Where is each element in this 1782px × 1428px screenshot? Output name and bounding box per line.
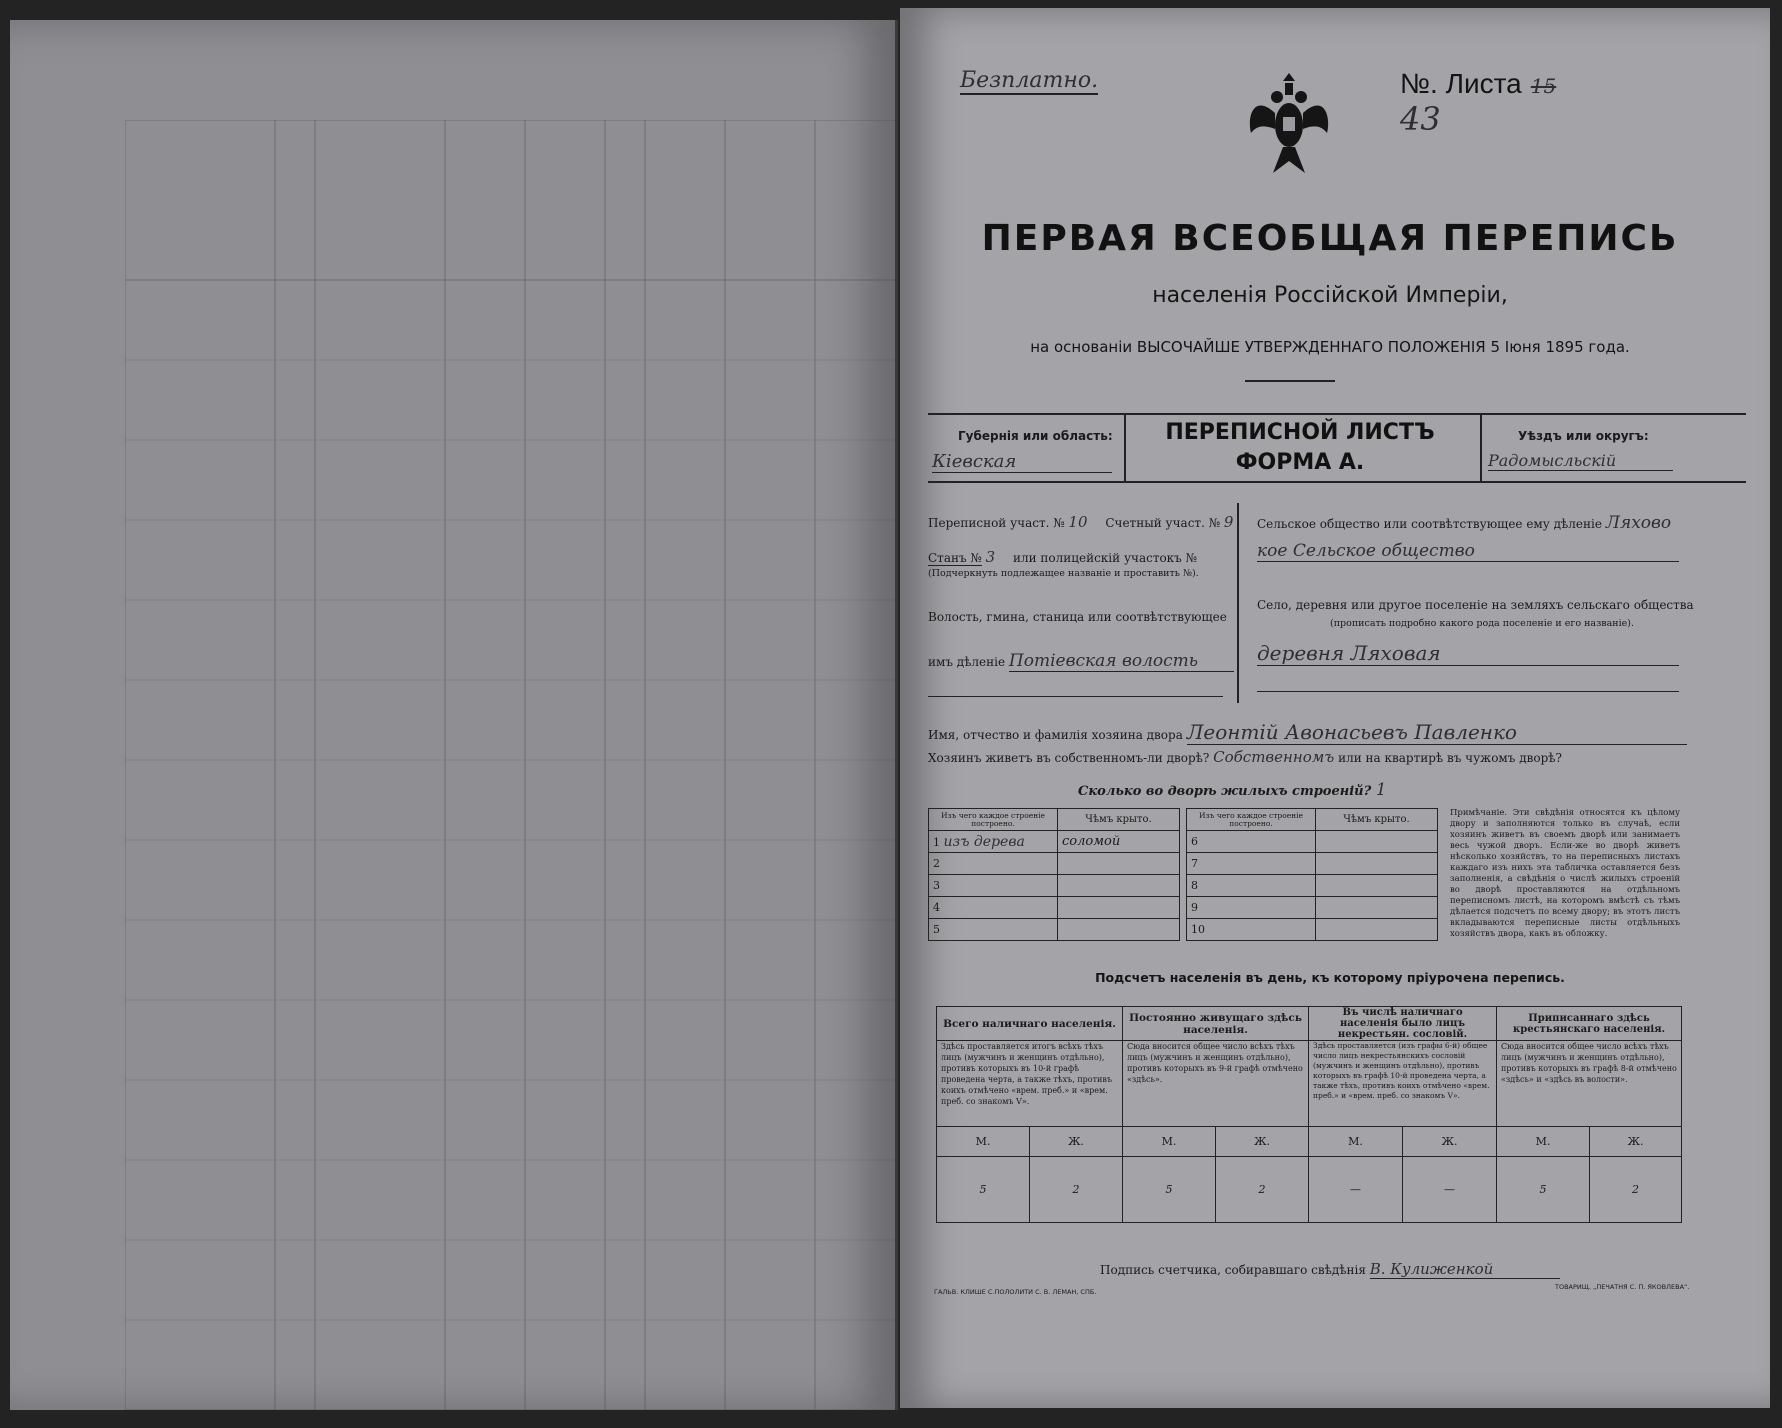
footer-right: ТОВАРИЩ. „ПЕЧАТНЯ С. П. ЯКОВЛЕВА“. [1555, 1283, 1690, 1291]
population-col-desc: Сюда вносится общее число всѣхъ тѣхъ лицъ (мужчинъ и женщинъ отдѣльно), противъ которыхъ въ 9-й графѣ отмѣчено «здѣсь». [1123, 1041, 1309, 1127]
total-female-value: 2 [1030, 1157, 1123, 1223]
census-basis: на основаніи ВЫСОЧАЙШЕ УТВЕРЖДЕННАГО ПОЛОЖЕНІЯ 5 Іюня 1895 года. [1030, 338, 1630, 356]
table-row [1187, 831, 1438, 853]
registered-female-value: 2 [1590, 1157, 1682, 1223]
material-value: изъ дерева [943, 833, 1025, 850]
footer-left: ГАЛЬВ. КЛИШЕ С.ПОЛОЛИТИ С. В. ЛЕМАН, СПБ. [934, 1288, 1097, 1296]
non-peasant-male-value: — [1309, 1157, 1403, 1223]
province-box [928, 413, 1126, 481]
population-col-head: Всего наличнаго населенія. [937, 1007, 1123, 1041]
male-label: М. [1309, 1127, 1403, 1157]
buildings-note: Примѣчаніе. Эти свѣдѣнія относятся къ цѣлому двору и заполняются только въ случаѣ, если хозяинъ живетъ въ своемъ дворѣ или занимаетъ весь чужой дворъ. Если-же во дворѣ живетъ нѣсколько хозяйствъ, то на переписныхъ листахъ каждаго изъ нихъ эта табличка оставляется безъ заполненія, а свѣдѣнія о числѣ жилыхъ строеній во дворѣ проставляются на отдѣльномъ переписномъ листѣ, на которомъ вмѣстѣ съ тѣмъ дѣлается подсчетъ по всему двору; въ этотъ листъ вкладываются переписные листы отдѣльныхъ хозяйствъ двора, какъ въ обложку. [1450, 808, 1680, 939]
left-page [10, 20, 898, 1410]
society-row [1257, 513, 1671, 533]
buildings-col-material: Изъ чего каждое строеніе построено. [929, 809, 1058, 831]
district-label: Уѣздъ или округъ: [1518, 429, 1649, 443]
total-male-value: 5 [937, 1157, 1030, 1223]
census-form-page [900, 8, 1770, 1408]
table-row [929, 897, 1180, 919]
residence-value: Собственномъ [1213, 748, 1335, 766]
district-box [1480, 413, 1682, 481]
stan-value: 3 [985, 548, 996, 566]
signature-value: В. Кулиженкой [1370, 1260, 1560, 1279]
details-column-divider [1237, 503, 1239, 703]
roof-value: соломой [1058, 831, 1180, 853]
village-value: деревня Ляховая [1257, 641, 1679, 666]
sheet-number-label: №. Листа [1400, 68, 1522, 99]
volost-label-2: имъ дѣленіе [928, 655, 1006, 669]
table-row [929, 919, 1180, 941]
village-note: (прописать подробно какого рода поселеніе и его названіе). [1330, 618, 1634, 629]
census-title: ПЕРВАЯ ВСЕОБЩАЯ ПЕРЕПИСЬ [981, 218, 1679, 259]
owner-label: Имя, отчество и фамилія хозяина двора [928, 728, 1183, 742]
buildings-col-material: Изъ чего каждое строеніе построено. [1187, 809, 1316, 831]
underline-note: (Подчеркнуть подлежащее названіе и проставить №). [928, 568, 1199, 579]
volost-rule [928, 696, 1223, 697]
count-section-value: 9 [1223, 513, 1234, 531]
volost-value: Потіевская волость [1009, 651, 1234, 672]
female-label: Ж. [1030, 1127, 1123, 1157]
buildings-table-head [1187, 809, 1438, 831]
buildings-row [1078, 780, 1387, 800]
sheet-title: ПЕРЕПИСНОЙ ЛИСТЪ [1165, 420, 1435, 445]
row-number: 5 [929, 919, 1058, 941]
male-label: М. [937, 1127, 1030, 1157]
signature-label: Подпись счетчика, собиравшаго свѣдѣнія [1100, 1263, 1366, 1277]
village-rule [1257, 691, 1679, 692]
faded-grid [125, 120, 905, 1410]
residence-label-2: или на квартирѣ въ чужомъ дворѣ? [1338, 751, 1562, 765]
population-col-head: Постоянно живущаго здѣсь населенія. [1123, 1007, 1309, 1041]
ornament-divider [1245, 380, 1335, 382]
society-value-2: кое Сельское общество [1257, 541, 1679, 562]
permanent-female-value: 2 [1216, 1157, 1309, 1223]
free-label: Безплатно. [960, 68, 1099, 93]
buildings-label: Сколько во дворѣ жилыхъ строеній? [1078, 784, 1372, 799]
male-label: М. [1123, 1127, 1216, 1157]
buildings-value: 1 [1375, 780, 1387, 800]
residence-label-1: Хозяинъ живетъ въ собственномъ-ли дворѣ? [928, 751, 1210, 765]
row-number: 1 [933, 835, 940, 849]
registered-male-value: 5 [1497, 1157, 1590, 1223]
population-desc-row [937, 1041, 1682, 1127]
row-number: 4 [929, 897, 1058, 919]
table-row [1187, 853, 1438, 875]
volost-row [928, 651, 1234, 672]
row-number: 10 [1187, 919, 1316, 941]
table-row [1187, 919, 1438, 941]
census-subtitle: населенія Россійской Имперіи, [1152, 283, 1508, 308]
owner-value: Леонтій Авонасьевъ Павленко [1187, 720, 1687, 745]
population-values-row [937, 1157, 1682, 1223]
village-label: Село, деревня или другое поселеніе на земляхъ сельскаго общества [1257, 598, 1694, 612]
sheet-number [1400, 68, 1590, 138]
owner-row [928, 720, 1687, 745]
population-col-desc: Здѣсь проставляется итогъ всѣхъ тѣхъ лицъ (мужчинъ и женщинъ отдѣльно), противъ которыхъ въ 10-й графѣ проведена черта, а также тѣхъ, противъ коихъ отмѣчено «врем. преб.» и «врем. преб. со знакомъ V». [937, 1041, 1123, 1127]
population-col-head: Въ числѣ наличнаго населенія было лицъ некрестьян. сословій. [1309, 1007, 1497, 1041]
population-title: Подсчетъ населенія въ день, къ которому пріурочена перепись. [1095, 970, 1565, 985]
population-head-row [937, 1007, 1682, 1041]
census-section-value: 10 [1068, 513, 1088, 531]
census-section-label: Переписной участ. № [928, 516, 1065, 530]
row-number: 8 [1187, 875, 1316, 897]
society-value-1: Ляхово [1605, 513, 1672, 533]
double-headed-eagle-emblem [1243, 63, 1335, 183]
province-label: Губернія или область: [958, 429, 1113, 443]
buildings-col-roof: Чѣмъ крыто. [1058, 809, 1180, 831]
non-peasant-female-value: — [1403, 1157, 1497, 1223]
population-col-desc: Здѣсь проставляется (изъ графы 6-й) общее число лицъ некрестьянскихъ сословій (мужчинъ и женщинъ отдѣльно), противъ которыхъ въ графѣ 10-й проведена черта, а также тѣхъ, противъ коихъ отмѣчено «врем. преб.» и «врем. преб. со знакомъ V». [1309, 1041, 1497, 1127]
buildings-table-right [1186, 808, 1438, 941]
table-row [1187, 897, 1438, 919]
sheet-number-value: 43 [1400, 100, 1441, 138]
province-value: Кіевская [932, 451, 1112, 473]
sheet-title-block [1130, 418, 1470, 478]
row-number: 2 [929, 853, 1058, 875]
buildings-table-left [928, 808, 1180, 941]
signature-row [1100, 1260, 1560, 1279]
permanent-male-value: 5 [1123, 1157, 1216, 1223]
stan-label: Станъ № [928, 551, 982, 565]
count-section-label: Счетный участ. № [1105, 516, 1221, 530]
population-col-head: Приписаннаго здѣсь крестьянскаго населенія. [1497, 1007, 1682, 1041]
table-row [929, 831, 1180, 853]
population-col-desc: Сюда вносится общее число всѣхъ тѣхъ лицъ (мужчинъ и женщинъ отдѣльно), противъ которыхъ въ графѣ 8-й отмѣчено «здѣсь» и «здѣсь въ волости». [1497, 1041, 1682, 1127]
buildings-table-head [929, 809, 1180, 831]
population-mf-row [937, 1127, 1682, 1157]
police-label: или полицейскій участокъ № [1012, 551, 1197, 565]
female-label: Ж. [1590, 1127, 1682, 1157]
table-row [1187, 875, 1438, 897]
female-label: Ж. [1216, 1127, 1309, 1157]
population-table [936, 1006, 1682, 1223]
volost-label-1: Волость, гмина, станица или соотвѣтствующее [928, 610, 1227, 624]
table-row [929, 875, 1180, 897]
male-label: М. [1497, 1127, 1590, 1157]
row-number: 9 [1187, 897, 1316, 919]
residence-row [928, 748, 1562, 766]
stan-row [928, 548, 1197, 566]
society-label: Сельское общество или соотвѣтствующее ему дѣленіе [1257, 517, 1602, 531]
buildings-col-roof: Чѣмъ крыто. [1316, 809, 1438, 831]
form-label: ФОРМА А. [1235, 450, 1365, 475]
row-number: 7 [1187, 853, 1316, 875]
sheet-number-crossed: 15 [1530, 74, 1557, 98]
district-value: Радомысльскій [1488, 451, 1673, 471]
table-row [929, 853, 1180, 875]
row-number: 3 [929, 875, 1058, 897]
row-number: 6 [1187, 831, 1316, 853]
female-label: Ж. [1403, 1127, 1497, 1157]
form-header-bottom-rule [928, 481, 1746, 483]
census-section-row [928, 513, 1233, 531]
